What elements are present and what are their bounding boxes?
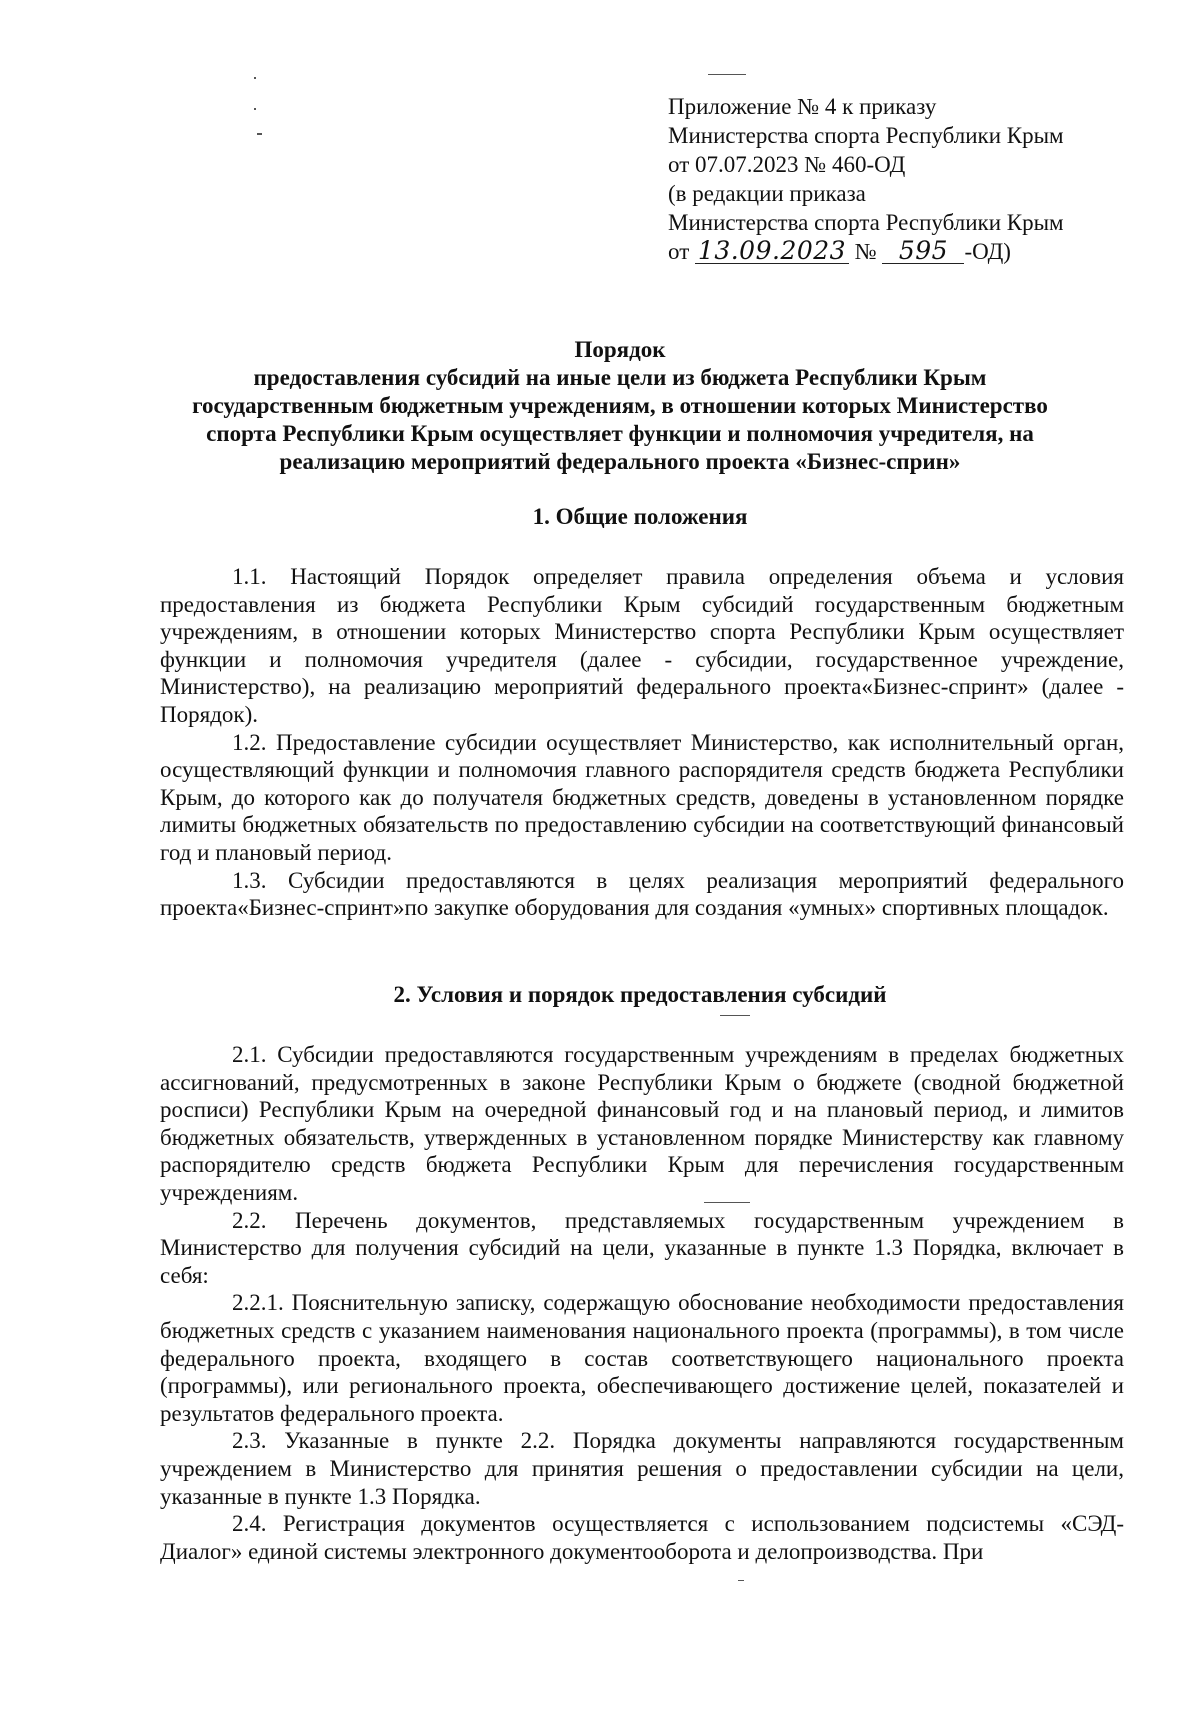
header-line: Министерства спорта Республики Крым [668, 210, 1064, 235]
header-line: от 07.07.2023 № 460-ОД [668, 152, 906, 177]
header-suffix: -ОД) [964, 239, 1011, 264]
handwritten-number: 595 [882, 239, 964, 264]
paragraph: 2.2.1. Пояснительную записку, содержащую обоснование необходимости предоставления бюджетных средств с указанием наименования национального проекта (программы), в том числе федерального проекта, входящего в состав соответствующего национального проекта (программы), или регионального проекта, обеспечивающего достижение целей, показателей и результатов федерального проекта. [160, 1290, 1124, 1426]
header-line: Приложение № 4 к приказу [668, 94, 937, 119]
scan-speck [708, 74, 746, 75]
paragraph: 2.2. Перечень документов, представляемых государственным учреждением в Министерство для получения субсидий на цели, указанные в пункте 1.3 Порядка, включает в себя: [160, 1207, 1124, 1288]
document-title [120, 336, 1120, 476]
section-heading: 1. Общие положения [532, 504, 748, 529]
appendix-header [668, 92, 1108, 266]
scan-speck [738, 1580, 744, 1581]
paragraph: 1.1. Настоящий Порядок определяет правила определения объема и условия предоставления из бюджета Республики Крым субсидий государственным бюджетным учреждениям, в отношении которых Министерство спорта Республики Крым осуществляет функции и полномочия учредителя (далее - субсидии, государственное учреждение, Министерство), на реализацию мероприятий федерального проекта«Бизнес-спринт» (далее - Порядок). [160, 564, 1124, 727]
section-body [160, 1041, 1124, 1565]
scan-speck [254, 77, 256, 79]
title-line: спорта Республики Крым осуществляет функции и полномочия учредителя, на [206, 421, 1034, 446]
header-line: (в редакции приказа [668, 181, 866, 206]
header-line: Министерства спорта Республики Крым [668, 123, 1064, 148]
title-line: государственным бюджетным учреждениям, в отношении которых Министерство [192, 393, 1048, 418]
paragraph: 1.2. Предоставление субсидии осуществляет Министерство, как исполнительный орган, осуществляющий функции и полномочия главного распорядителя средств бюджета Республики Крым, до которого как до получателя бюджетных средств, доведены в установленном порядке лимиты бюджетных обязательств по предоставлению субсидии на соответствующий финансовый год и плановый период. [160, 729, 1124, 865]
paragraph: 2.3. Указанные в пункте 2.2. Порядка документы направляются государственным учреждением в Министерство для принятия решения о предоставлении субсидии на цели, указанные в пункте 1.3 Порядка. [160, 1428, 1124, 1509]
handwritten-date: 13.09.2023 [695, 239, 849, 264]
header-line-amendment [668, 237, 1108, 266]
section-heading: 2. Условия и порядок предоставления субсидий [393, 982, 887, 1007]
scan-speck [257, 133, 262, 135]
title-line: реализацию мероприятий федерального проекта «Бизнес-сприн» [279, 449, 961, 474]
section-body [160, 563, 1124, 922]
title-line: Порядок [574, 337, 666, 362]
paragraph: 1.3. Субсидии предоставляются в целях реализация мероприятий федерального проекта«Бизнес-спринт»по закупке оборудования для создания «умных» спортивных площадок. [160, 867, 1124, 921]
paragraph: 2.4. Регистрация документов осуществляется с использованием подсистемы «СЭД-Диалог» единой системы электронного документооборота и делопроизводства. При [160, 1511, 1124, 1564]
title-line: предоставления субсидий на иные цели из бюджета Республики Крым [253, 365, 987, 390]
header-prefix: от [668, 239, 690, 264]
scan-speck [254, 108, 256, 110]
paragraph: 2.1. Субсидии предоставляются государственным учреждениям в пределах бюджетных ассигнований, предусмотренных в законе Республики Крым о бюджете (сводной бюджетной росписи) Республики Крым на очередной финансовый год и на плановый период, и лимитов бюджетных обязательств, утвержденных в установленном порядке Министерству как главному распорядителю средств бюджета Республики Крым для перечисления государственным учреждениям. [160, 1042, 1124, 1205]
scan-speck [720, 1015, 750, 1016]
number-sign: № [854, 239, 877, 264]
